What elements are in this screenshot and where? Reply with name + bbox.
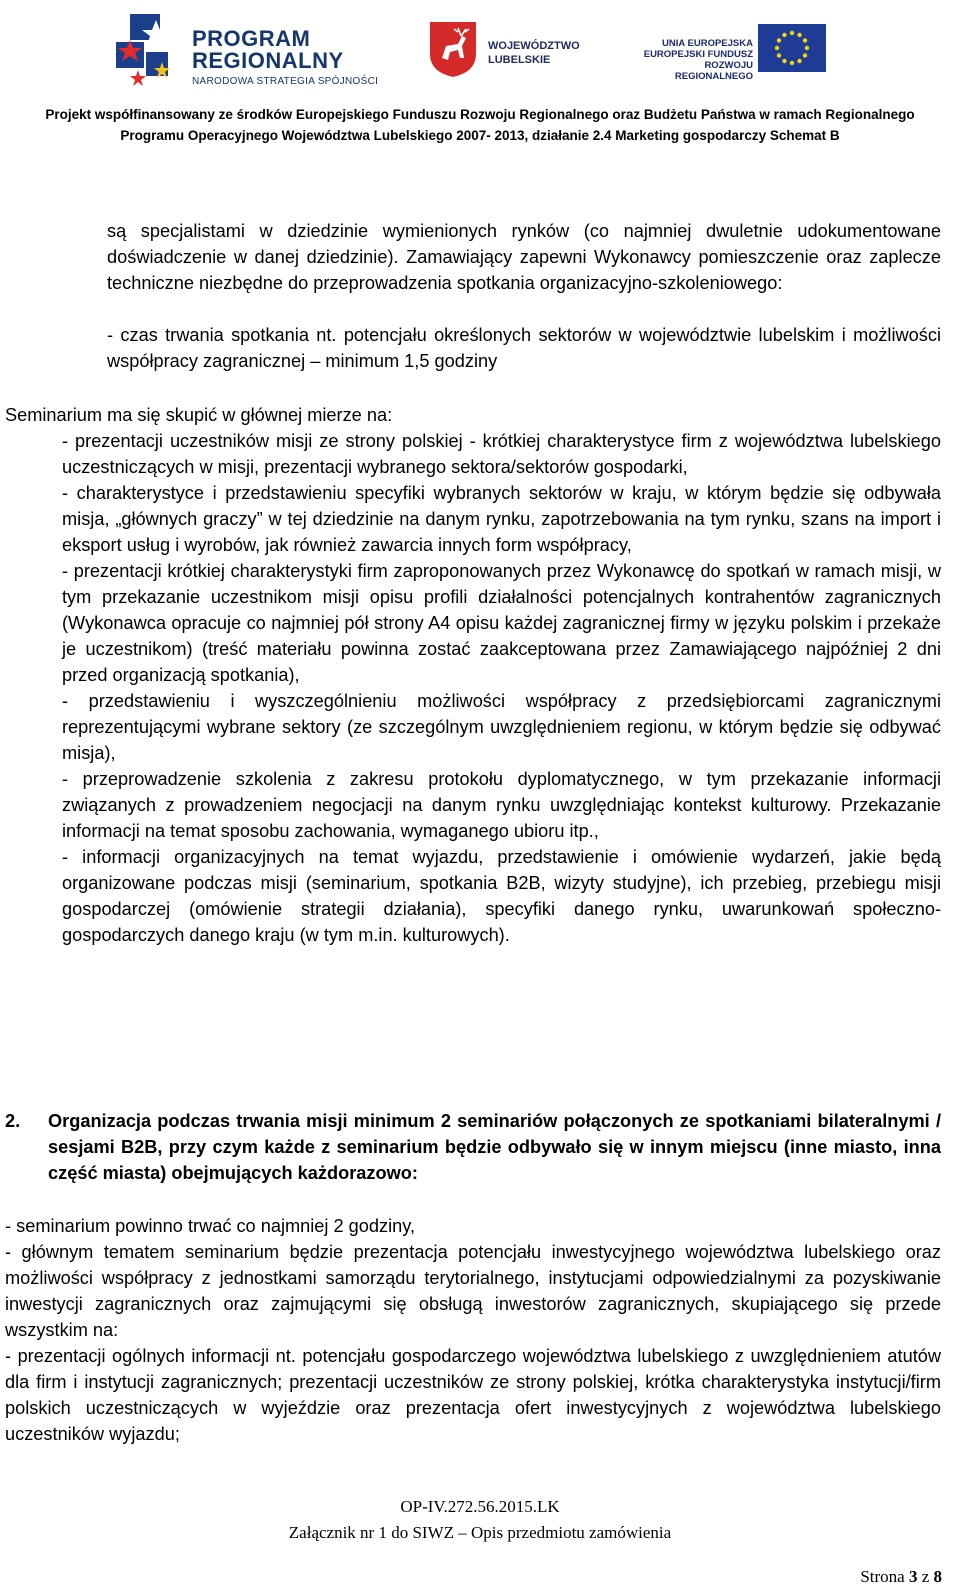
star-emblem-icon [112, 6, 182, 96]
list-item: - prezentacji ogólnych informacji nt. potencjału gospodarczego województwa lubelskiego z uwzględnieniem atutów dla firm i instytucji zagranicznych; prezentacji uczestników ze strony polskiej, krótka charakterystyka instytucji/firm polskich uczestniczących w wyjeździe oraz prezentacja ofert inwestycyjnych z województwa lubelskiego uczestników wyjazdu; [5, 1346, 941, 1444]
page-number [860, 1567, 942, 1587]
page-separator: z [921, 1567, 930, 1586]
section-2-title: Organizacja podczas trwania misji minimum 2 seminariów połączonych ze spotkaniami bilateralnymi / sesjami B2B, przy czym każde z seminarium będzie odbywało się w innym miejscu (inne miasto, inna część miasta) obejmujących każdorazowo: [48, 1111, 941, 1183]
wojewodztwo-logo-line1: WOJEWÓDZTWO [488, 40, 580, 52]
intro-paragraph: są specjalistami w dziedzinie wymienionych rynków (co najmniej dwuletnie udokumentowane doświadczenie w danej dziedzinie). Zamawiający zapewni Wykonawcy pomieszczenie oraz zaplecze techniczne niezbędne do przeprowadzenia spotkania organizacyjno-szkoleniowego: [107, 221, 941, 293]
list-item: - przedstawieniu i wyszczególnieniu możliwości współpracy z przedsiębiorcami zagranicznymi reprezentującymi wybrane sektory (ze szczególnym uwzględnieniem regionu, w którym będzie się odbywać misja), [62, 691, 941, 763]
page-label: Strona [860, 1567, 905, 1586]
list-item: - przeprowadzenie szkolenia z zakresu protokołu dyplomatycznego, w tym przekazanie informacji związanych z prowadzeniem negocjacji na danym rynku uwzględniając kontekst kulturowy. Przekazanie informacji na temat sposobu zachowania, wymaganego ubioru itp., [62, 769, 941, 841]
list-item: - prezentacji krótkiej charakterystyki firm zaproponowanych przez Wykonawcę do spotkań w ramach misji, w tym przekazanie uczestnikom misji opisu profili działalności potencjalnych kontrahentów zagranicznych (Wykonawca opracuje co najmniej pół strony A4 opisu każdej zagranicznej firmy w języku polskim i przekaże je uczestnikom) (treść materiału powinna zostać zaakceptowana przez Zamawiającego najpóźniej 2 dni przed organizacją spotkania), [62, 561, 941, 685]
deer-crest-icon [428, 20, 478, 78]
project-info-line1: Projekt współfinansowany ze środków Europejskiego Funduszu Rozwoju Regionalnego oraz Budżetu Państwa w ramach Regionalnego [45, 107, 915, 122]
seminar-heading: Seminarium ma się skupić w głównej mierze na: [5, 405, 393, 425]
intro-duration-paragraph: - czas trwania spotkania nt. potencjału określonych sektorów w województwie lubelskim i możliwości współpracy zagranicznej – minimum 1,5 godziny [107, 325, 941, 371]
program-logo-line2: REGIONALNY [192, 48, 344, 73]
page-current: 3 [908, 1567, 918, 1586]
list-item: - prezentacji uczestników misji ze strony polskiej - krótkiej charakterystyce firm z województwa lubelskiego uczestniczących w misji, prezentacji wybranego sektora/sektorów gospodarki, [62, 431, 941, 477]
seminar-topics-list [62, 428, 941, 948]
wojewodztwo-logo-line2: LUBELSKIE [488, 54, 551, 66]
program-logo-line1: PROGRAM [192, 26, 311, 51]
ue-logo-line2: EUROPEJSKI FUNDUSZ [643, 49, 753, 60]
page-header [0, 0, 960, 160]
list-item: - seminarium powinno trwać co najmniej 2 godziny, [5, 1216, 416, 1236]
section-2-list [5, 1213, 941, 1447]
program-regionalny-logo [112, 6, 382, 96]
footer-title: Załącznik nr 1 do SIWZ – Opis przedmiotu zamówienia [288, 1523, 672, 1542]
section-2-number: 2. [5, 1111, 21, 1131]
project-info-line2: Programu Operacyjnego Województwa Lubelskiego 2007- 2013, działanie 2.4 Marketing gospodarczy Schemat B [120, 128, 840, 143]
page-total: 8 [933, 1567, 942, 1586]
eu-flag-icon [758, 24, 826, 72]
list-item: - charakterystyce i przedstawieniu specyfiki wybranych sektorów w kraju, w którym będzie się odbywała misja, „głównych graczy” w tej dziedzinie na danym rynku, zapotrzebowania na tym rynku, szans na import i eksport usług i wyrobów, jak również zawarcia innych form współpracy, [62, 483, 941, 555]
unia-europejska-logo [618, 24, 838, 84]
list-item: - głównym tematem seminarium będzie prezentacja potencjału inwestycyjnego województwa lubelskiego oraz możliwości współpracy z jednostkami samorządu terytorialnego, instytucjami odpowiedzialnymi za pozyskiwanie inwestycji zagranicznych oraz zajmującymi się obsługą inwestorów zagranicznych, skupiającego się przede wszystkim na: [5, 1242, 941, 1340]
ue-logo-line3: ROZWOJU REGIONALNEGO [674, 60, 753, 82]
ue-logo-text [628, 38, 753, 82]
ue-logo-line1: UNIA EUROPEJSKA [662, 38, 753, 49]
list-item: - informacji organizacyjnych na temat wyjazdu, przedstawienie i omówienie wydarzeń, jakie będą organizowane podczas misji (seminarium, spotkania B2B, wizyty studyjne), ich przebieg, przebiegu misji gospodarczej (omówienie strategii działania), specyfiki danego rynku, uwarunkowań społeczno- gospodarczych danego kraju (w tym m.in. kulturowych). [62, 847, 941, 945]
footer-reference: OP-IV.272.56.2015.LK [400, 1497, 560, 1516]
program-logo-line3: NARODOWA STRATEGIA SPÓJNOŚCI [192, 76, 379, 87]
wojewodztwo-lubelskie-logo [428, 20, 588, 80]
